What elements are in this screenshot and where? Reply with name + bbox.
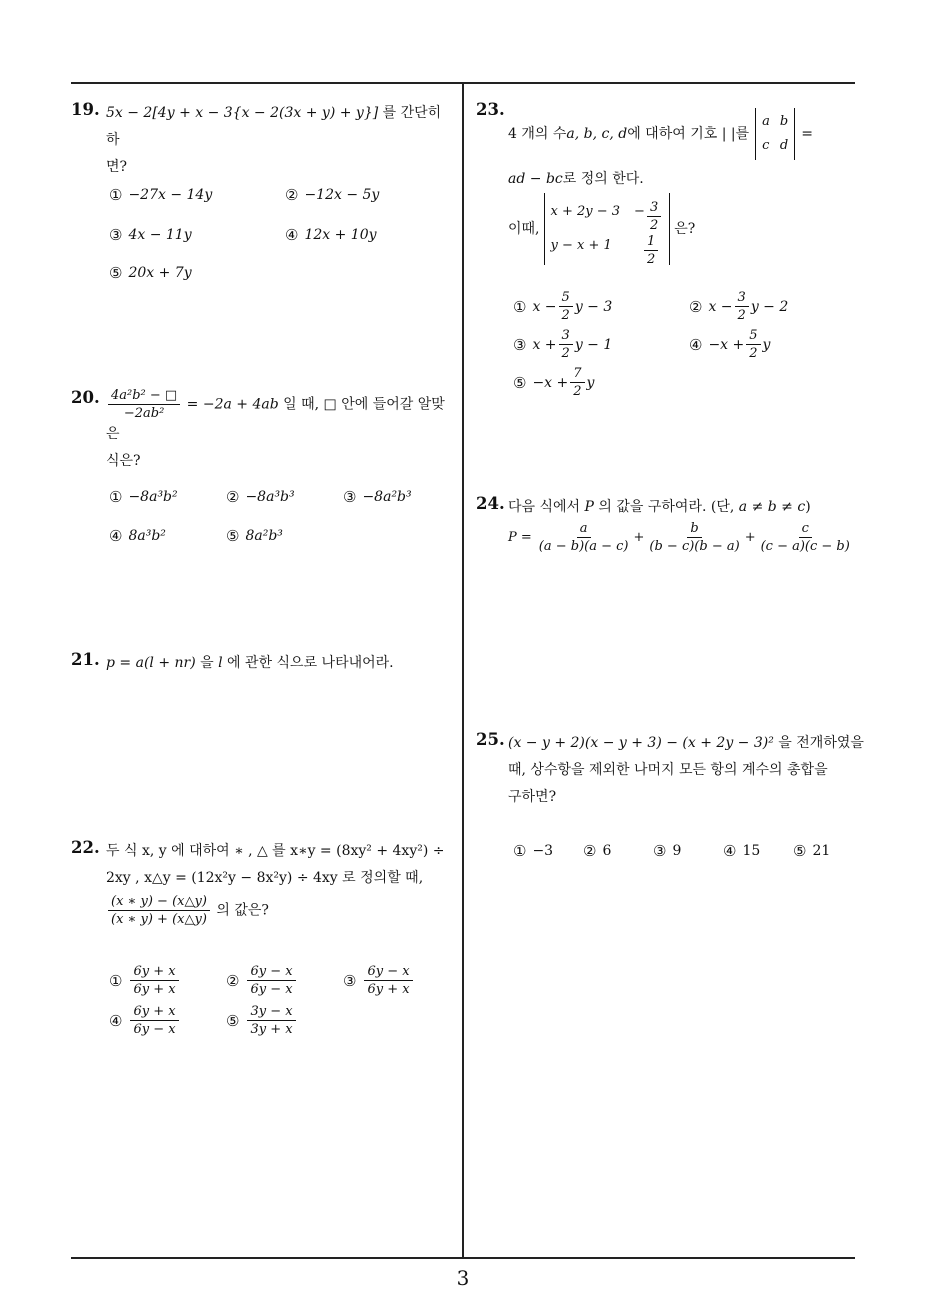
equals-sign: =: [801, 125, 813, 142]
option-text: 15: [742, 843, 761, 859]
bottom-rule: [71, 1257, 855, 1259]
option-5[interactable]: [513, 366, 594, 399]
option-mark: ④: [689, 335, 703, 354]
stem-line-1: [508, 108, 858, 160]
fraction-numerator: 3: [647, 200, 661, 217]
problem-number: 19.: [71, 100, 100, 119]
problem-number: 23.: [476, 100, 505, 119]
determinant-expression: [544, 193, 671, 265]
stem-math: p = a(l + nr): [106, 655, 196, 671]
option-mark: ②: [689, 297, 703, 316]
option-fraction: [570, 366, 584, 399]
option-text: 8a³b²: [128, 528, 166, 544]
option-text: −x +: [708, 336, 745, 353]
fraction-denominator: (a − b)(a − c): [538, 539, 629, 554]
det-entry: y − x + 1: [550, 238, 612, 253]
stem-text: 을 전개하였을: [773, 735, 864, 751]
option-mark: ④: [285, 226, 299, 244]
option-3[interactable]: [653, 842, 681, 860]
determinant-symbol: [755, 108, 795, 160]
fraction-numerator: 5: [746, 328, 760, 345]
option-2[interactable]: [226, 964, 298, 997]
option-text: −8a³b²: [128, 489, 178, 505]
option-1[interactable]: [513, 842, 553, 860]
fraction-denominator: 6y + x: [367, 982, 410, 997]
fraction-denominator: −2ab²: [123, 406, 165, 421]
fraction-numerator: (x ∗ y) − (x△y): [108, 894, 210, 911]
option-mark: ①: [109, 971, 123, 990]
option-fraction: [559, 290, 573, 323]
option-mark: ①: [109, 186, 123, 204]
stem-line-3: [106, 894, 458, 927]
stem-line-2: 때, 상수항을 제외한 나머지 모든 항의 계수의 총합을: [508, 762, 828, 778]
formula-term-2: [646, 521, 742, 554]
formula-lhs: P =: [508, 530, 532, 545]
stem-math: = −2a + 4ab: [182, 396, 279, 413]
option-mark: ①: [109, 488, 123, 506]
formula-term-3: [758, 521, 853, 554]
stem-math: ad − bc: [508, 171, 563, 187]
option-mark: ①: [513, 842, 527, 860]
det-entry: [634, 195, 663, 233]
det-entry: a: [762, 114, 770, 129]
problem-number: 24.: [476, 494, 505, 513]
stem-text: 를 간단히 하: [106, 105, 442, 148]
fraction-numerator: c: [799, 521, 812, 538]
option-5[interactable]: [226, 527, 283, 545]
option-text: y: [586, 374, 595, 391]
option-text: −12x − 5y: [304, 187, 380, 203]
fraction-denominator: (c − a)(c − b): [760, 539, 850, 554]
option-text: y: [762, 336, 771, 353]
option-mark: ①: [513, 297, 527, 316]
fraction-denominator: 2: [573, 384, 582, 399]
option-mark: ④: [723, 842, 737, 860]
option-mark: ③: [513, 335, 527, 354]
option-fraction: [364, 964, 412, 997]
stem-math: a, b, c, d: [566, 125, 628, 142]
stem-math: l: [218, 655, 223, 671]
option-mark: ③: [109, 226, 123, 244]
fraction-denominator: (b − c)(b − a): [649, 539, 740, 554]
option-mark: ②: [226, 971, 240, 990]
option-text: 12x + 10y: [304, 227, 377, 243]
stem-math: (x − y + 2)(x − y + 3) − (x + 2y − 3)²: [508, 735, 774, 751]
stem-line-3: 구하면?: [508, 789, 557, 805]
stem-text: 다음 식에서: [508, 499, 585, 515]
option-fraction: [247, 1004, 295, 1037]
option-3[interactable]: [109, 226, 192, 244]
option-mark: ④: [109, 1011, 123, 1030]
option-3[interactable]: [513, 328, 612, 361]
fraction-denominator: 3y + x: [250, 1022, 293, 1037]
stem-fraction: [108, 894, 210, 927]
option-text: 9: [672, 843, 682, 859]
stem-text-cont: 면?: [106, 159, 128, 175]
option-text: 4x − 11y: [128, 227, 192, 243]
option-mark: ⑤: [109, 264, 123, 282]
option-text: y − 2: [750, 298, 789, 315]
fraction-numerator: 5: [559, 290, 573, 307]
option-2[interactable]: [583, 842, 611, 860]
fraction-numerator: 6y − x: [247, 964, 295, 981]
option-text: y − 1: [574, 336, 613, 353]
option-4[interactable]: [723, 842, 760, 860]
det-entry: b: [779, 114, 789, 129]
option-mark: ③: [343, 488, 357, 506]
fraction-numerator: 4a²b² − □: [108, 388, 180, 405]
option-mark: ②: [226, 488, 240, 506]
option-2[interactable]: [285, 186, 379, 204]
fraction-denominator: 2: [561, 308, 570, 323]
question-stem: [106, 100, 458, 181]
option-4[interactable]: [109, 527, 166, 545]
fraction-denominator: 2: [561, 346, 570, 361]
det-entry: c: [762, 138, 770, 153]
stem-line-3: [508, 193, 858, 265]
fraction-denominator: 6y − x: [250, 982, 293, 997]
option-text: −27x − 14y: [128, 187, 213, 203]
problem-number: 20.: [71, 388, 100, 407]
option-fraction: [130, 1004, 178, 1037]
option-text: x +: [532, 336, 557, 353]
stem-text: 로 정의 한다.: [562, 171, 644, 187]
option-fraction: [247, 964, 295, 997]
det-entry: [634, 229, 663, 267]
stem-text: 이때,: [508, 220, 540, 237]
problem-number: 21.: [71, 650, 100, 669]
option-mark: ②: [285, 186, 299, 204]
det-entry: d: [779, 138, 789, 153]
plus-sign: +: [744, 530, 756, 545]
fraction-numerator: 3y − x: [247, 1004, 295, 1021]
option-text: 20x + 7y: [128, 265, 192, 281]
option-1[interactable]: [109, 186, 212, 204]
page-number: 3: [456, 1266, 470, 1290]
option-text: y − 3: [574, 298, 613, 315]
option-text: 8a²b³: [245, 528, 283, 544]
problem-number: 25.: [476, 730, 505, 749]
option-5[interactable]: [109, 264, 192, 282]
stem-text: 의 값은?: [211, 902, 269, 919]
formula-term-1: [536, 521, 632, 554]
fraction-numerator: 7: [570, 366, 584, 383]
det-entry: x + 2y − 3: [550, 204, 621, 219]
stem-fraction: [108, 388, 180, 421]
option-mark: ③: [653, 842, 667, 860]
option-text: −8a³b³: [245, 489, 295, 505]
fraction-numerator: a: [577, 521, 591, 538]
question-stem: [508, 494, 858, 554]
option-text: −8a²b³: [362, 489, 412, 505]
option-fraction: [735, 290, 749, 323]
option-fraction: [559, 328, 573, 361]
question-stem: [106, 650, 458, 677]
formula-line: [508, 521, 858, 554]
stem-line-1: 두 식 x, y 에 대하여 ∗ , △ 를 x∗y = (8xy² + 4xy²) ÷: [106, 843, 445, 859]
stem-text: ): [805, 499, 811, 515]
option-2[interactable]: [689, 290, 788, 323]
fraction-denominator: 6y + x: [133, 982, 176, 997]
question-stem: [508, 108, 858, 265]
fraction-denominator: (x ∗ y) + (x△y): [111, 912, 207, 927]
stem-text: 일 때, □ 안에 들어갈 알맞은: [106, 396, 445, 442]
option-fraction: [130, 964, 178, 997]
stem-line-2: 2xy , x△y = (12x²y − 8x²y) ÷ 4xy 로 정의할 때,: [106, 870, 424, 886]
stem-line-2: [508, 166, 858, 193]
stem-line-1: [508, 730, 864, 757]
fraction-denominator: 2: [649, 218, 659, 233]
option-2[interactable]: [226, 488, 295, 506]
stem-text: 에 관한 식으로 나타내어라.: [222, 655, 394, 671]
question-stem: [508, 730, 864, 811]
det-fraction: [647, 200, 661, 233]
option-fraction: [746, 328, 760, 361]
problem-number: 22.: [71, 838, 100, 857]
fraction-numerator: 6y + x: [130, 964, 178, 981]
option-1[interactable]: [513, 290, 612, 323]
minus-sign: −: [634, 204, 645, 219]
option-text: 6: [602, 843, 612, 859]
option-text: x −: [708, 298, 733, 315]
stem-text: 은?: [674, 220, 696, 237]
fraction-denominator: 2: [737, 308, 746, 323]
option-mark: ⑤: [226, 527, 240, 545]
stem-text: 의 값을 구하여라. (단,: [593, 499, 739, 515]
option-mark: ③: [343, 971, 357, 990]
option-1[interactable]: [109, 964, 181, 997]
fraction-numerator: 6y − x: [364, 964, 412, 981]
fraction-denominator: 2: [749, 346, 758, 361]
fraction-numerator: 6y + x: [130, 1004, 178, 1021]
option-mark: ⑤: [793, 842, 807, 860]
plus-sign: +: [633, 530, 645, 545]
question-stem: [106, 838, 458, 927]
option-text: 21: [812, 843, 831, 859]
option-text: −3: [532, 843, 554, 859]
stem-text: 4 개의 수: [508, 125, 567, 142]
det-fraction: [644, 234, 658, 267]
stem-math: 5x − 2[4y + x − 3{x − 2(3x + y) + y}]: [106, 105, 379, 121]
fraction-denominator: 6y − x: [133, 1022, 176, 1037]
option-4[interactable]: [689, 328, 770, 361]
option-text: x −: [532, 298, 557, 315]
option-4[interactable]: [109, 1004, 181, 1037]
stem-math: P: [584, 499, 594, 515]
option-5[interactable]: [226, 1004, 298, 1037]
option-mark: ⑤: [226, 1011, 240, 1030]
option-text: −x +: [532, 374, 569, 391]
stem-text: 을: [195, 655, 219, 671]
fraction-denominator: 2: [647, 252, 656, 267]
option-5[interactable]: [793, 842, 830, 860]
fraction-numerator: b: [687, 521, 701, 538]
stem-text: 에 대하여 기호 | |를: [627, 125, 750, 142]
option-1[interactable]: [109, 488, 178, 506]
option-mark: ②: [583, 842, 597, 860]
option-4[interactable]: [285, 226, 377, 244]
option-mark: ⑤: [513, 373, 527, 392]
fraction-numerator: 1: [644, 234, 658, 251]
stem-line-1: [508, 494, 858, 521]
column-divider: [462, 82, 464, 1258]
stem-text-cont: 식은?: [106, 453, 141, 469]
question-stem: [106, 388, 458, 475]
option-3[interactable]: [343, 964, 415, 997]
option-mark: ④: [109, 527, 123, 545]
option-3[interactable]: [343, 488, 412, 506]
stem-math: a ≠ b ≠ c: [738, 499, 806, 515]
fraction-numerator: 3: [735, 290, 749, 307]
fraction-numerator: 3: [559, 328, 573, 345]
